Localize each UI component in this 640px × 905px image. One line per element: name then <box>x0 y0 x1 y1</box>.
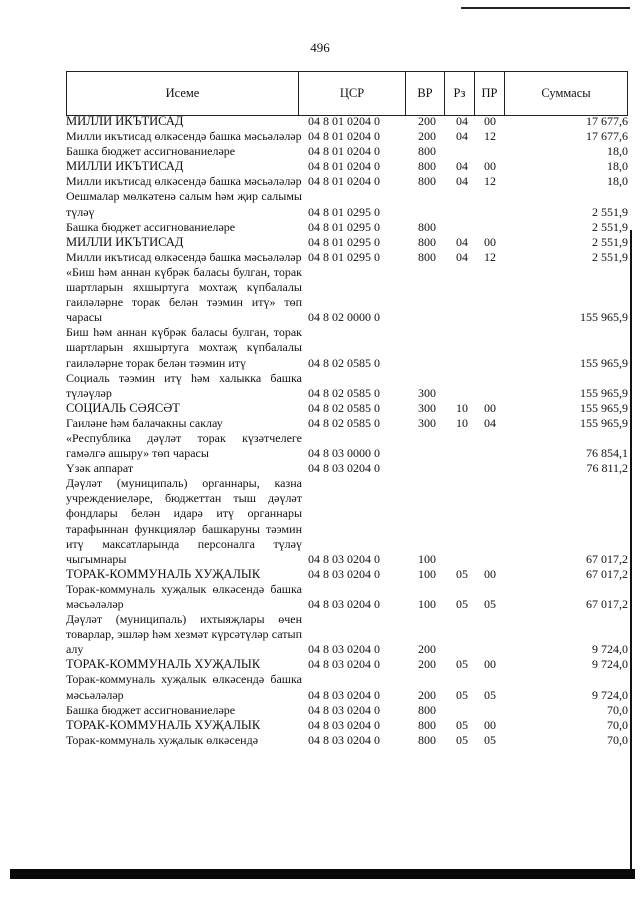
row-csr: 04 8 02 0585 0 <box>308 355 380 370</box>
row-name: «Биш һәм аннан күбрәк баласы булган, торак шартларын яхшыртуга мохтаҗ күпбалалы гаиләләрне торак белән тәэмин итү» төп чарасы <box>66 264 302 325</box>
table-row <box>66 461 628 476</box>
table-row <box>66 189 628 219</box>
row-rz: 05 <box>456 687 468 702</box>
row-name: Башка бюджет ассигнованиеләре <box>66 219 236 234</box>
row-pr: 04 <box>484 415 496 430</box>
row-rz: 04 <box>456 249 468 264</box>
row-rz: 05 <box>456 732 468 747</box>
row-csr: 04 8 03 0204 0 <box>308 551 380 566</box>
row-name: МИЛЛИ ИКЪТИСАД <box>66 159 184 174</box>
row-sum: 70,0 <box>607 717 628 732</box>
row-rz: 05 <box>456 657 468 672</box>
row-csr: 04 8 02 0000 0 <box>308 310 380 325</box>
row-csr: 04 8 03 0204 0 <box>308 461 380 476</box>
row-csr: 04 8 03 0204 0 <box>308 687 380 702</box>
row-sum: 70,0 <box>607 702 628 717</box>
row-name: МИЛЛИ ИКЪТИСАД <box>66 234 184 249</box>
row-sum: 67 017,2 <box>586 597 628 611</box>
row-sum: 155 965,9 <box>580 385 628 400</box>
row-csr: 04 8 01 0295 0 <box>308 219 380 234</box>
table-row <box>66 159 628 174</box>
row-sum: 18,0 <box>607 174 628 189</box>
row-vr: 200 <box>418 642 436 657</box>
row-vr: 200 <box>418 657 436 672</box>
row-vr: 300 <box>418 415 436 430</box>
table-row <box>66 144 628 159</box>
row-vr: 200 <box>418 687 436 702</box>
row-pr: 05 <box>484 732 496 747</box>
row-name: Милли икътисад өлкәсендә башка мәсьәләләр <box>66 129 302 144</box>
row-rz: 04 <box>456 234 468 249</box>
row-sum: 2 551,9 <box>592 249 628 264</box>
row-rz: 05 <box>456 597 468 611</box>
row-csr: 04 8 03 0204 0 <box>308 702 380 717</box>
page-number: 496 <box>310 40 330 55</box>
table-row <box>66 431 628 461</box>
row-csr: 04 8 03 0204 0 <box>308 717 380 732</box>
row-name: Торак-коммуналь хуҗалык өлкәсендә <box>66 732 259 747</box>
row-rz: 10 <box>456 415 468 430</box>
row-vr: 200 <box>418 129 436 144</box>
row-csr: 04 8 03 0204 0 <box>308 642 380 657</box>
table-row <box>66 582 628 612</box>
row-pr: 00 <box>484 400 496 415</box>
row-pr: 00 <box>484 114 496 128</box>
row-pr: 12 <box>484 129 496 144</box>
row-sum: 2 551,9 <box>592 234 628 249</box>
row-vr: 200 <box>418 114 436 128</box>
row-sum: 9 724,0 <box>592 687 628 702</box>
table-row <box>66 733 628 748</box>
table-row <box>66 703 628 718</box>
header-rz: Рз <box>445 72 475 115</box>
row-name: СОЦИАЛЬ СӘЯСӘТ <box>66 400 180 415</box>
row-name: Гаиләне һәм балачакны саклау <box>66 415 223 430</box>
row-sum: 18,0 <box>607 144 628 159</box>
row-vr: 800 <box>418 234 436 249</box>
row-name: Оешмалар мөлкәтенә салым һәм җир салымы түләү <box>66 189 302 219</box>
row-csr: 04 8 01 0204 0 <box>308 129 380 144</box>
row-vr: 100 <box>418 551 436 566</box>
table-row <box>66 235 628 250</box>
table-row <box>66 174 628 189</box>
row-pr: 00 <box>484 657 496 672</box>
row-vr: 300 <box>418 400 436 415</box>
row-csr: 04 8 01 0204 0 <box>308 159 380 174</box>
header-pr: ПР <box>475 72 505 115</box>
row-csr: 04 8 03 0204 0 <box>308 732 380 747</box>
header-vr: ВР <box>406 72 445 115</box>
row-sum: 70,0 <box>607 732 628 747</box>
row-name: Милли икътисад өлкәсендә башка мәсьәләләр <box>66 174 302 189</box>
row-name: ТОРАК-КОММУНАЛЬ ХУҖАЛЫК <box>66 566 261 581</box>
row-csr: 04 8 01 0295 0 <box>308 234 380 249</box>
table-row <box>66 220 628 235</box>
table-body <box>66 114 628 748</box>
row-name: Башка бюджет ассигнованиеләре <box>66 144 236 159</box>
row-vr: 800 <box>418 144 436 159</box>
row-vr: 800 <box>418 249 436 264</box>
row-pr: 00 <box>484 717 496 732</box>
row-sum: 155 965,9 <box>580 400 628 415</box>
row-vr: 800 <box>418 159 436 174</box>
bottom-bar <box>10 869 635 879</box>
row-rz: 04 <box>456 174 468 189</box>
table-row <box>66 371 628 401</box>
row-sum: 17 677,6 <box>586 129 628 144</box>
row-sum: 76 811,2 <box>586 461 628 476</box>
row-sum: 9 724,0 <box>592 642 628 657</box>
row-sum: 2 551,9 <box>592 219 628 234</box>
row-csr: 04 8 03 0000 0 <box>308 446 380 461</box>
row-name: ТОРАК-КОММУНАЛЬ ХУҖАЛЫК <box>66 717 261 732</box>
header-sum: Суммасы <box>541 86 591 100</box>
row-sum: 17 677,6 <box>586 114 628 128</box>
table-header <box>66 71 628 116</box>
row-name: Торак-коммуналь хуҗалык өлкәсендә башка мәсьәләләр <box>66 672 302 702</box>
table-row <box>66 657 628 672</box>
row-rz: 10 <box>456 400 468 415</box>
row-vr: 800 <box>418 717 436 732</box>
row-csr: 04 8 01 0295 0 <box>308 204 380 219</box>
row-sum: 67 017,2 <box>586 566 628 581</box>
row-csr: 04 8 02 0585 0 <box>308 415 380 430</box>
table-row <box>66 129 628 144</box>
row-rz: 04 <box>456 159 468 174</box>
row-vr: 800 <box>418 732 436 747</box>
row-name: ТОРАК-КОММУНАЛЬ ХУҖАЛЫК <box>66 657 261 672</box>
row-csr: 04 8 03 0204 0 <box>308 566 380 581</box>
row-name: Биш һәм аннан күбрәк баласы булган, торак шартларын яхшыртуга мохтаҗ күпбалалы гаиләләрне торак белән тәэмин итү <box>66 325 302 370</box>
row-sum: 155 965,9 <box>580 355 628 370</box>
row-rz: 05 <box>456 717 468 732</box>
row-sum: 155 965,9 <box>580 310 628 325</box>
row-rz: 04 <box>456 129 468 144</box>
table-row <box>66 416 628 431</box>
row-name: Үзәк аппарат <box>66 461 134 476</box>
row-csr: 04 8 01 0204 0 <box>308 114 380 128</box>
header-csr: ЦСР <box>299 72 406 115</box>
row-name: Башка бюджет ассигнованиеләре <box>66 702 236 717</box>
row-pr: 12 <box>484 174 496 189</box>
table-row <box>66 250 628 265</box>
table-row <box>66 476 628 567</box>
row-csr: 04 8 01 0295 0 <box>308 249 380 264</box>
row-pr: 00 <box>484 234 496 249</box>
row-vr: 800 <box>418 174 436 189</box>
table-row <box>66 672 628 702</box>
table-row <box>66 567 628 582</box>
row-rz: 05 <box>456 566 468 581</box>
row-name: Милли икътисад өлкәсендә башка мәсьәләләр <box>66 249 302 264</box>
row-csr: 04 8 02 0585 0 <box>308 400 380 415</box>
row-sum: 76 854,1 <box>586 446 628 461</box>
row-sum: 67 017,2 <box>586 551 628 566</box>
row-name: «Республика дәүләт торак күзәтчелеге гамәлгә ашыру» төп чарасы <box>66 430 302 461</box>
row-pr: 05 <box>484 687 496 702</box>
row-pr: 12 <box>484 249 496 264</box>
row-name: МИЛЛИ ИКЪТИСАД <box>66 114 184 128</box>
table-row <box>66 265 628 325</box>
table-row <box>66 401 628 416</box>
row-vr: 300 <box>418 385 436 400</box>
row-csr: 04 8 02 0585 0 <box>308 385 380 400</box>
header-name: Исеме <box>67 72 299 115</box>
row-csr: 04 8 01 0204 0 <box>308 144 380 159</box>
row-rz: 04 <box>456 114 468 128</box>
row-vr: 800 <box>418 219 436 234</box>
table-row <box>66 325 628 370</box>
row-pr: 00 <box>484 159 496 174</box>
row-vr: 100 <box>418 566 436 581</box>
table-row <box>66 612 628 657</box>
row-csr: 04 8 01 0204 0 <box>308 174 380 189</box>
row-sum: 9 724,0 <box>592 657 628 672</box>
row-name: Социаль тәэмин итү һәм халыкка башка түләүләр <box>66 370 302 400</box>
row-vr: 100 <box>418 597 436 611</box>
table-row <box>66 718 628 733</box>
row-name: Дәүләт (муниципаль) ихтыяҗлары өчен товарлар, эшләр һәм хезмәт күрсәтүләр сатып алу <box>66 612 302 657</box>
top-rule <box>461 7 630 9</box>
row-pr: 05 <box>484 597 496 611</box>
right-rule <box>630 230 632 870</box>
row-sum: 155 965,9 <box>580 415 628 430</box>
row-name: Торак-коммуналь хуҗалык өлкәсендә башка мәсьәләләр <box>66 581 302 611</box>
row-sum: 18,0 <box>607 159 628 174</box>
row-pr: 00 <box>484 566 496 581</box>
row-vr: 800 <box>418 702 436 717</box>
row-csr: 04 8 03 0204 0 <box>308 597 380 611</box>
table-row <box>66 114 628 129</box>
row-csr: 04 8 03 0204 0 <box>308 657 380 672</box>
row-sum: 2 551,9 <box>592 204 628 219</box>
row-name: Дәүләт (муниципаль) органнары, казна учреждениеләре, бюджеттан тыш дәүләт фондлары белән идарә итү органнары тарафыннан функцияләр башкаруны тәэмин итү максатларында персоналга түләү чыгымнары <box>66 476 302 566</box>
